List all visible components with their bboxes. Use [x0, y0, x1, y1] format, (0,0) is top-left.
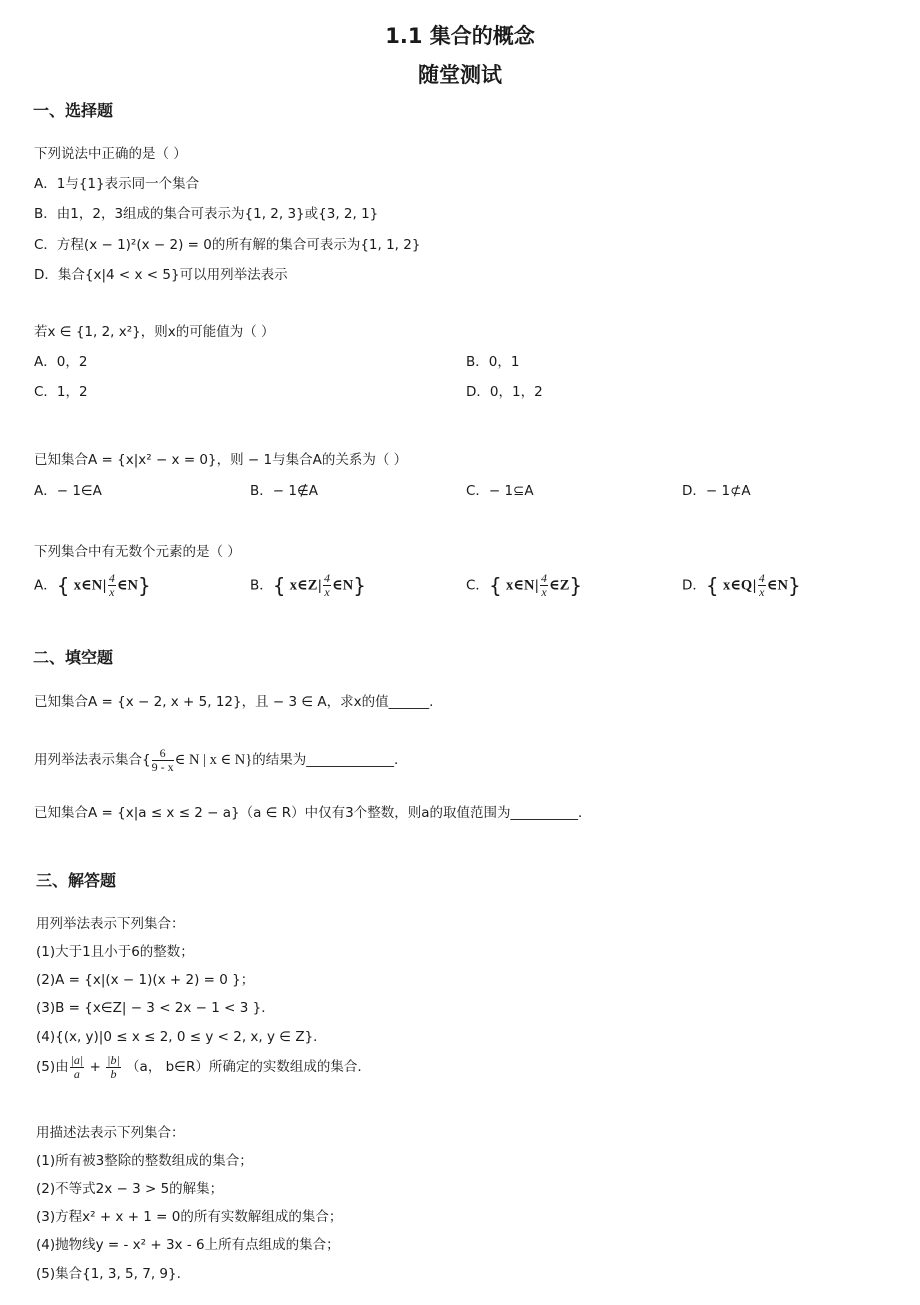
plus-sign: +: [89, 1059, 101, 1075]
q4-option-b-tail: ∈N: [332, 577, 354, 594]
problem-1-item-5-suffix: （a， b∈R）所确定的实数组成的集合.: [126, 1059, 362, 1075]
q3-option-a: A．− 1∈A: [34, 483, 102, 499]
brace-close: }: [787, 573, 801, 598]
problem-2-item-5: (5)集合{1, 3, 5, 7, 9}.: [36, 1266, 181, 1282]
fill-question-2: [34, 745, 398, 775]
q3-option-c: C．− 1⊆A: [466, 483, 534, 499]
brace-close: }: [353, 573, 366, 598]
q4-option-d-prefix: D．: [682, 577, 706, 594]
problem-1-item-5-prefix: (5)由: [36, 1059, 69, 1075]
problem-1-item-2: (2)A = {x|(x − 1)(x + 2) = 0 }；: [36, 972, 255, 988]
fraction: $\frac{4}{x}$: [758, 571, 765, 599]
q4-stem: 下列集合中有无数个元素的是（ ）: [34, 544, 241, 560]
problem-1-item-1: (1)大于1且小于6的整数；: [36, 944, 194, 960]
fraction: $\frac{4}{x}$: [108, 571, 115, 599]
problem-2-item-3: (3)方程x² + x + 1 = 0的所有实数解组成的集合；: [36, 1209, 343, 1225]
q4-option-d: D．{ x∈Q| $\frac{4}{x}$ ∈N}: [682, 571, 801, 599]
q4-option-a-lead: x∈N: [73, 577, 103, 594]
q4-option-b: B．{ x∈Z| $\frac{4}{x}$ ∈N}: [250, 571, 366, 599]
q3-stem: 已知集合A = {x|x² − x = 0}，则 − 1与集合A的关系为（ ）: [34, 452, 408, 468]
q4-option-d-tail: ∈N: [766, 577, 788, 594]
q3-option-d: D．− 1⊄A: [682, 483, 751, 499]
q4-option-c-tail: ∈Z: [549, 577, 570, 594]
q4-option-a: A．{ x∈N| $\frac{4}{x}$ ∈N}: [34, 571, 151, 599]
q1-option-a: A．1与{1}表示同一个集合: [34, 176, 200, 192]
page-subtitle: 随堂测试: [418, 63, 502, 87]
section-heading-fill: 二、填空题: [33, 648, 114, 667]
fill-question-1: 已知集合A = {x − 2, x + 5, 12}，且 − 3 ∈ A，求x的值______.: [34, 694, 434, 710]
brace-open: {: [488, 573, 502, 598]
fraction-b: $\frac{|b|}{b}$: [107, 1052, 120, 1081]
fraction: $\frac{4}{x}$: [324, 571, 331, 599]
fraction: $\frac{4}{x}$: [541, 571, 547, 599]
q4-option-c-prefix: C．: [466, 577, 489, 594]
q2-option-d: D．0，1，2: [466, 384, 543, 400]
q2-option-a: A．0，2: [34, 354, 88, 370]
q3-option-b: B．− 1∉A: [250, 483, 318, 499]
fill-question-2-prefix: 用列举法表示集合{: [34, 752, 151, 768]
brace-open: {: [705, 573, 719, 598]
q2-stem: 若x ∈ {1, 2, x²}，则x的可能值为（ ）: [34, 324, 275, 340]
q2-option-b: B．0，1: [466, 354, 520, 370]
page-title: 1.1 集合的概念: [385, 24, 535, 48]
q2-option-c: C．1，2: [34, 384, 88, 400]
brace-open: {: [272, 573, 286, 598]
problem-1-item-4: (4){(x, y)|0 ≤ x ≤ 2, 0 ≤ y < 2, x, y ∈ Z}．: [36, 1029, 327, 1045]
problem-1-stem: 用列举法表示下列集合：: [36, 916, 185, 932]
q1-option-b: B．由1，2，3组成的集合可表示为{1, 2, 3}或{3, 2, 1}: [34, 206, 379, 222]
q4-option-d-lead: x∈Q: [722, 577, 753, 594]
q1-option-c: C．方程(x − 1)²(x − 2) = 0的所有解的集合可表示为{1, 1, 2}: [34, 237, 421, 253]
section-heading-answer: 三、解答题: [36, 871, 117, 890]
q4-option-a-tail: ∈N: [116, 577, 139, 594]
brace-close: }: [138, 573, 151, 598]
problem-2-stem: 用描述法表示下列集合：: [36, 1125, 185, 1141]
problem-2-item-1: (1)所有被3整除的整数组成的集合；: [36, 1153, 253, 1169]
section-heading-choice: 一、选择题: [33, 101, 114, 120]
fill-question-3: 已知集合A = {x|a ≤ x ≤ 2 − a}（a ∈ R）中仅有3个整数，则a的取值范围为__________．: [34, 805, 592, 821]
fill-question-2-suffix: 的结果为_____________.: [252, 752, 399, 768]
q1-stem: 下列说法中正确的是（ ）: [34, 146, 187, 162]
problem-1-item-3: (3)B = {x∈Z| − 3 < 2x − 1 < 3 }．: [36, 1000, 275, 1016]
brace-open: {: [56, 573, 70, 598]
q4-option-b-prefix: B．: [250, 577, 273, 594]
q4-option-b-lead: x∈Z: [289, 577, 318, 594]
fill-question-2-middle: ∈ N | x ∈ N}: [174, 752, 253, 768]
q4-option-a-prefix: A．: [34, 577, 57, 594]
fraction: $\frac{6}{9 - x}$: [151, 745, 174, 774]
problem-2-item-2: (2)不等式2x − 3 > 5的解集；: [36, 1181, 224, 1197]
fraction-a: $\frac{|a|}{a}$: [70, 1052, 84, 1081]
q4-option-c-lead: x∈N: [505, 577, 535, 594]
problem-1-item-5: [36, 1050, 362, 1084]
q4-option-c: C．{ x∈N| $\frac{4}{x}$ ∈Z}: [466, 571, 583, 599]
problem-2-item-4: (4)抛物线y = - x² + 3x - 6上所有点组成的集合；: [36, 1237, 340, 1253]
q1-option-d: D．集合{x|4 < x < 5}可以用列举法表示: [34, 267, 288, 283]
brace-close: }: [569, 573, 583, 598]
